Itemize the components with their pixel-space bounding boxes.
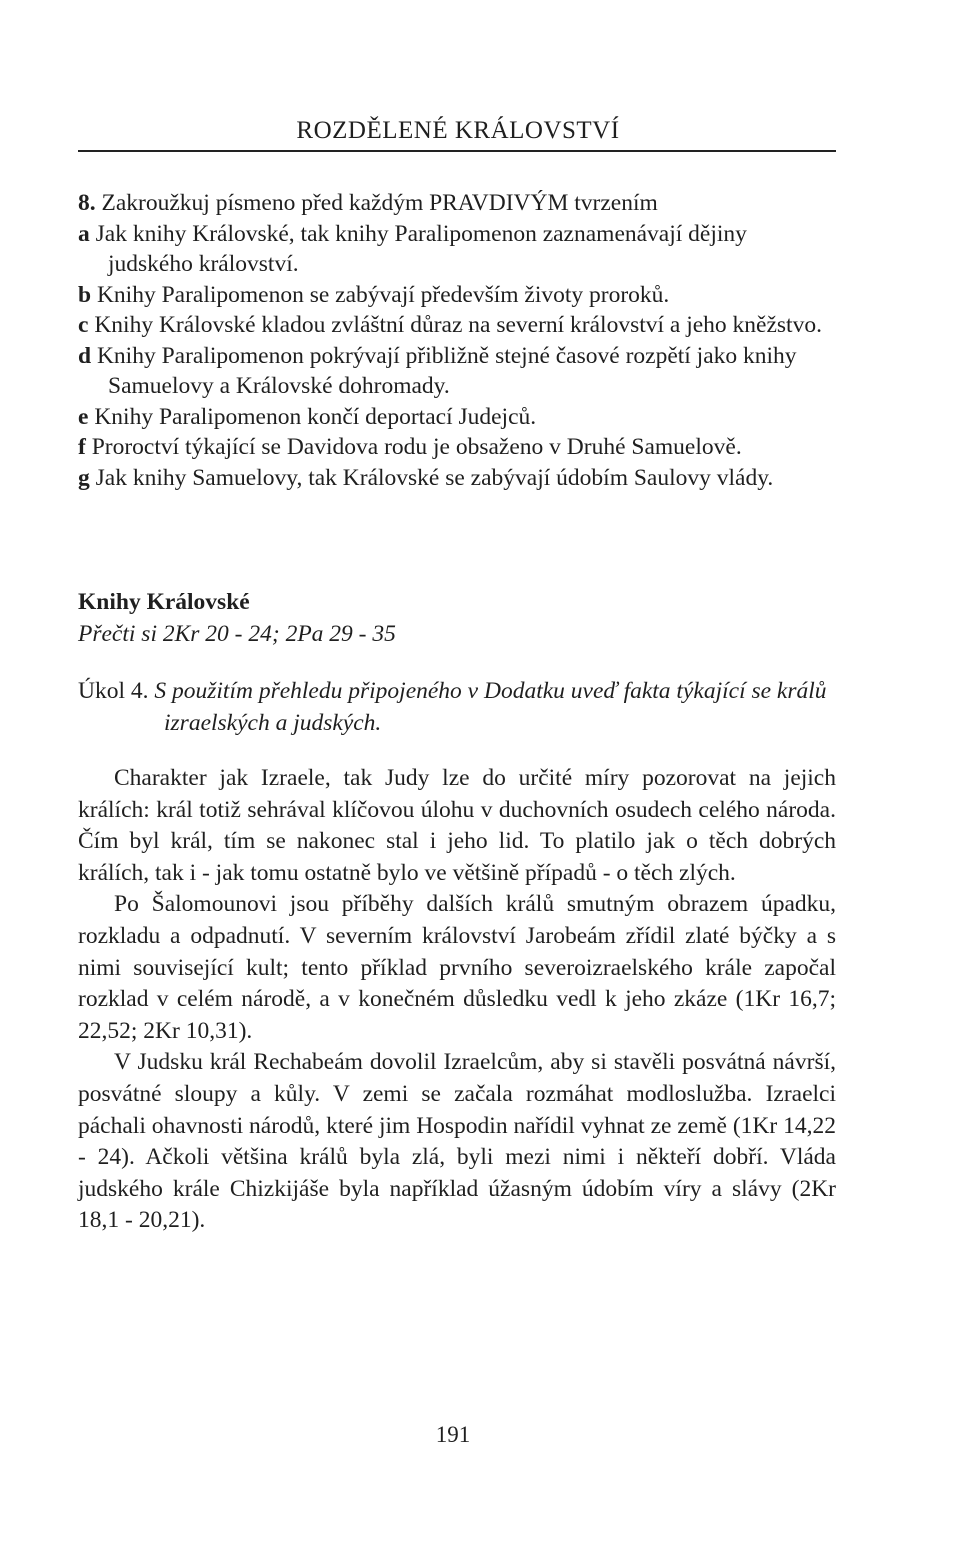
statement-item[interactable] <box>78 219 836 280</box>
statement-letter[interactable]: a <box>78 220 90 247</box>
statement-text: Proroctví týkající se Davidova rodu je obsaženo v Druhé Samuelově. <box>91 434 742 460</box>
statement-text: Knihy Paralipomenon pokrývají přibližně stejné časové rozpětí jako knihy Samuelovy a Královské dohromady. <box>96 342 797 399</box>
exercise-prompt-text: Zakroužkuj písmeno před každým PRAVDIVÝM tvrzením <box>101 190 658 216</box>
body-paragraph: Po Šalomounovi jsou příběhy dalších králů smutným obrazem úpadku, rozkladu a odpadnutí. V severním království Jarobeám zřídil zlaté býčky a s nimi související kult; tento příklad prvního severoizraelského krále započal rozklad v celém národě, a v konečném důsledku vedl k jeho zkáze (1Kr 16,7; 22,52; 2Kr 10,31). <box>78 891 836 1044</box>
statement-list <box>78 219 836 494</box>
task-block <box>78 675 836 739</box>
statement-text: Jak knihy Samuelovy, tak Královské se zabývají údobím Saulovy vlády. <box>95 464 774 491</box>
statement-item[interactable] <box>78 463 836 494</box>
body-paragraph: V Judsku král Rechabeám dovolil Izraelcům, aby si stavěli posvátná návrší, posvátné sloupy a kůly. V zemi se začala rozmáhat modloslužba. Izraelci páchali ohavnosti národů, které jim Hospodin nařídil vyhnat ze země (1Kr 14,22 - 24). Ačkoli většina králů byla zlá, byli mezi nimi i někteří dobří. Vláda judského krále Chizkijáše byla například úžasným údobím víry a slávy (2Kr 18,1 - 20,21). <box>78 1049 836 1234</box>
statement-item[interactable] <box>78 280 836 311</box>
statement-letter[interactable]: g <box>78 464 90 491</box>
body-paragraph: Charakter jak Izraele, tak Judy lze do určité míry pozorovat na jejich králích: král totiž sehrával klíčovou úlohu v duchovních osudech celého národa. Čím byl král, tím se nakonec stal i jeho lid. To platilo jak o těch dobrých králích, tak i - jak tomu ostatně bylo ve většině případů - o těch zlých. <box>78 765 836 886</box>
statement-text: Jak knihy Královské, tak knihy Paralipomenon zaznamenávají dějiny judského království. <box>95 220 747 277</box>
page-content <box>78 188 836 1237</box>
statement-letter[interactable]: e <box>78 403 89 430</box>
task-text: S použitím přehledu připojeného v Dodatku uveď fakta týkající se králů izraelských a judských. <box>154 678 827 736</box>
exercise-prompt <box>78 188 836 219</box>
statement-letter[interactable]: d <box>78 342 92 369</box>
page-number: 191 <box>435 1422 471 1447</box>
body-text <box>78 763 836 1237</box>
exercise-number: 8. <box>78 190 96 216</box>
statement-text: Knihy Královské kladou zvláštní důraz na severní království a jeho kněžstvo. <box>94 312 822 338</box>
statement-text: Knihy Paralipomenon se zabývají především životy proroků. <box>96 281 670 308</box>
statement-text: Knihy Paralipomenon končí deportací Judejců. <box>94 403 537 430</box>
running-head: ROZDĚLENÉ KRÁLOVSTVÍ <box>296 117 620 144</box>
statement-item[interactable] <box>78 402 836 433</box>
statement-item[interactable] <box>78 432 836 463</box>
statement-item[interactable] <box>78 341 836 402</box>
statement-letter[interactable]: b <box>78 281 92 308</box>
header-rule <box>78 150 836 152</box>
statement-item[interactable] <box>78 310 836 341</box>
statement-letter[interactable]: f <box>78 434 86 460</box>
statement-letter[interactable]: c <box>78 312 89 338</box>
section-title: Knihy Královské <box>78 589 250 615</box>
task-label: Úkol 4. <box>78 678 149 704</box>
reading-reference: Přečti si 2Kr 20 - 24; 2Pa 29 - 35 <box>78 621 396 647</box>
